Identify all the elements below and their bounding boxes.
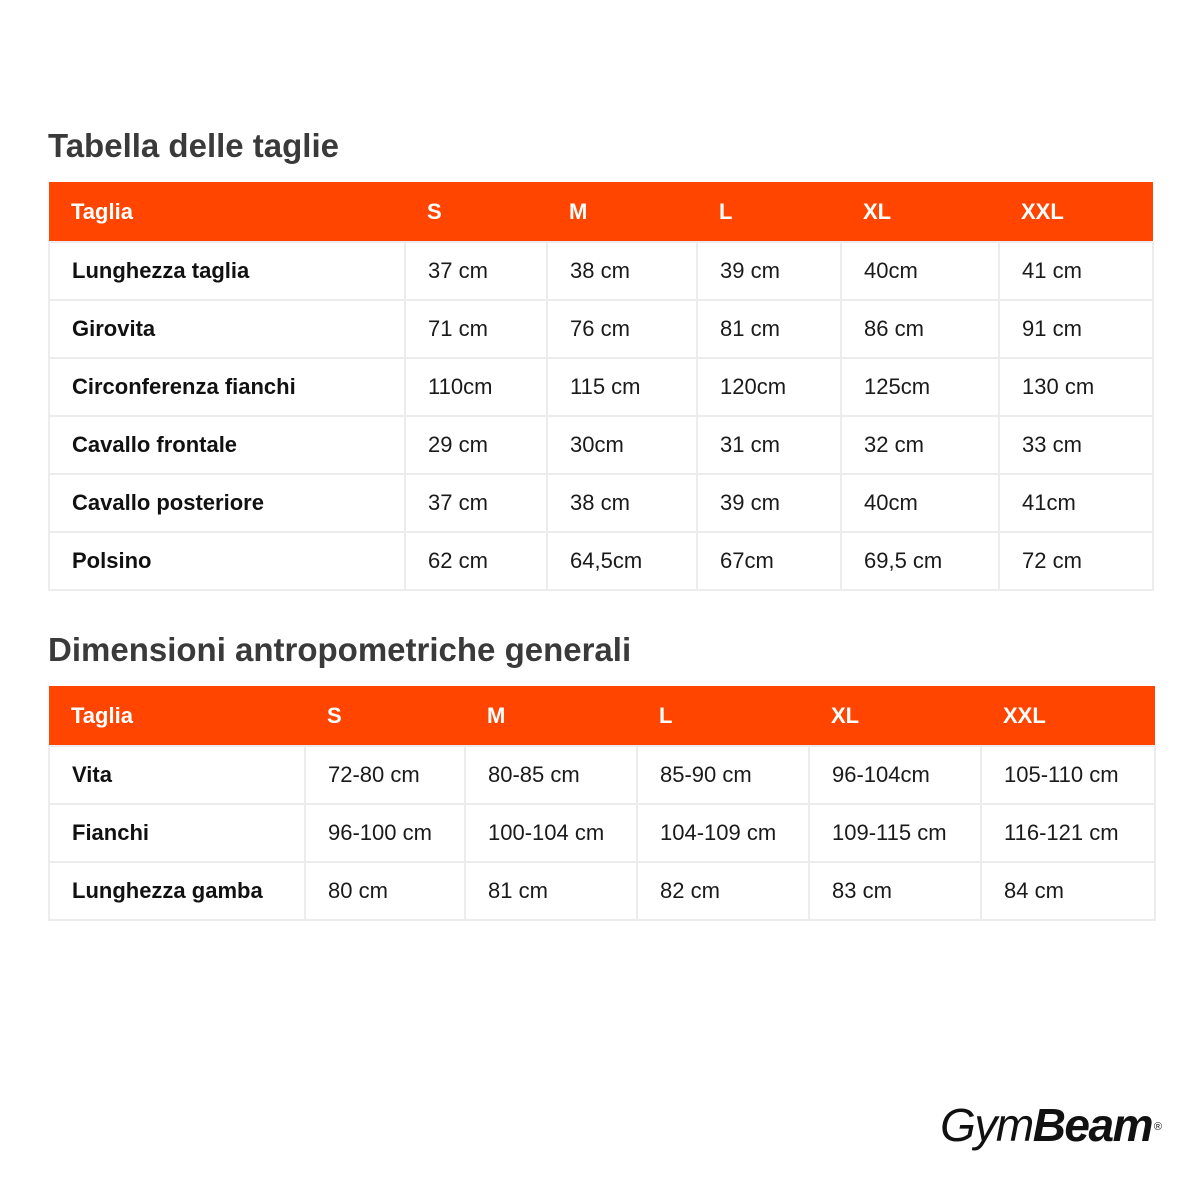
table-cell: 30cm: [547, 416, 697, 474]
gymbeam-logo: [940, 1098, 1162, 1152]
table-cell: 62 cm: [405, 532, 547, 590]
table-cell: 82 cm: [637, 862, 809, 920]
table-cell: 120cm: [697, 358, 841, 416]
row-label: Cavallo posteriore: [49, 474, 405, 532]
table-header-row: [49, 686, 1155, 746]
table-cell: 40cm: [841, 242, 999, 300]
registered-mark-icon: ®: [1153, 1121, 1162, 1133]
table-cell: 64,5cm: [547, 532, 697, 590]
table-cell: 115 cm: [547, 358, 697, 416]
table-row: [49, 416, 1153, 474]
header-cell-xxl: XXL: [999, 182, 1153, 242]
table-cell: 116-121 cm: [981, 804, 1155, 862]
logo-text-gym: Gym: [940, 1099, 1033, 1151]
row-label: Vita: [49, 746, 305, 804]
table-cell: 80-85 cm: [465, 746, 637, 804]
table-row: [49, 242, 1153, 300]
table-row: [49, 300, 1153, 358]
table-cell: 81 cm: [465, 862, 637, 920]
header-cell-size: Taglia: [49, 686, 305, 746]
header-cell-s: S: [305, 686, 465, 746]
header-cell-s: S: [405, 182, 547, 242]
table-cell: 104-109 cm: [637, 804, 809, 862]
table-cell: 96-100 cm: [305, 804, 465, 862]
row-label: Lunghezza gamba: [49, 862, 305, 920]
table-cell: 85-90 cm: [637, 746, 809, 804]
table-cell: 37 cm: [405, 242, 547, 300]
table-cell: 40cm: [841, 474, 999, 532]
row-label: Girovita: [49, 300, 405, 358]
table-cell: 39 cm: [697, 242, 841, 300]
row-label: Cavallo frontale: [49, 416, 405, 474]
table-cell: 41 cm: [999, 242, 1153, 300]
table-cell: 110cm: [405, 358, 547, 416]
table-cell: 32 cm: [841, 416, 999, 474]
header-cell-xl: XL: [841, 182, 999, 242]
table-cell: 80 cm: [305, 862, 465, 920]
table-cell: 105-110 cm: [981, 746, 1155, 804]
header-cell-size: Taglia: [49, 182, 405, 242]
table-row: [49, 532, 1153, 590]
size-chart-table: [48, 182, 1154, 591]
table-row: [49, 358, 1153, 416]
table-cell: 84 cm: [981, 862, 1155, 920]
table-cell: 109-115 cm: [809, 804, 981, 862]
table-cell: 31 cm: [697, 416, 841, 474]
table-cell: 76 cm: [547, 300, 697, 358]
table-cell: 72 cm: [999, 532, 1153, 590]
row-label: Lunghezza taglia: [49, 242, 405, 300]
header-cell-l: L: [697, 182, 841, 242]
anthropometric-title: Dimensioni antropometriche generali: [48, 631, 632, 668]
logo-text-beam: Beam: [1032, 1099, 1152, 1151]
table-header-row: [49, 182, 1153, 242]
table-cell: 96-104cm: [809, 746, 981, 804]
table-row: [49, 746, 1155, 804]
header-cell-xxl: XXL: [981, 686, 1155, 746]
size-chart-title: Tabella delle taglie: [48, 127, 339, 164]
table-row: [49, 804, 1155, 862]
table-cell: 83 cm: [809, 862, 981, 920]
table-cell: 91 cm: [999, 300, 1153, 358]
table-row: [49, 474, 1153, 532]
table-cell: 81 cm: [697, 300, 841, 358]
table-row: [49, 862, 1155, 920]
table-cell: 71 cm: [405, 300, 547, 358]
anthropometric-table: [48, 686, 1156, 921]
table-cell: 130 cm: [999, 358, 1153, 416]
table-cell: 67cm: [697, 532, 841, 590]
row-label: Polsino: [49, 532, 405, 590]
header-cell-xl: XL: [809, 686, 981, 746]
table-cell: 38 cm: [547, 242, 697, 300]
table-cell: 86 cm: [841, 300, 999, 358]
table-cell: 125cm: [841, 358, 999, 416]
header-cell-m: M: [465, 686, 637, 746]
table-cell: 100-104 cm: [465, 804, 637, 862]
table-cell: 29 cm: [405, 416, 547, 474]
table-cell: 33 cm: [999, 416, 1153, 474]
header-cell-l: L: [637, 686, 809, 746]
table-cell: 69,5 cm: [841, 532, 999, 590]
row-label: Circonferenza fianchi: [49, 358, 405, 416]
table-cell: 72-80 cm: [305, 746, 465, 804]
row-label: Fianchi: [49, 804, 305, 862]
table-cell: 39 cm: [697, 474, 841, 532]
table-cell: 37 cm: [405, 474, 547, 532]
table-cell: 41cm: [999, 474, 1153, 532]
table-cell: 38 cm: [547, 474, 697, 532]
header-cell-m: M: [547, 182, 697, 242]
